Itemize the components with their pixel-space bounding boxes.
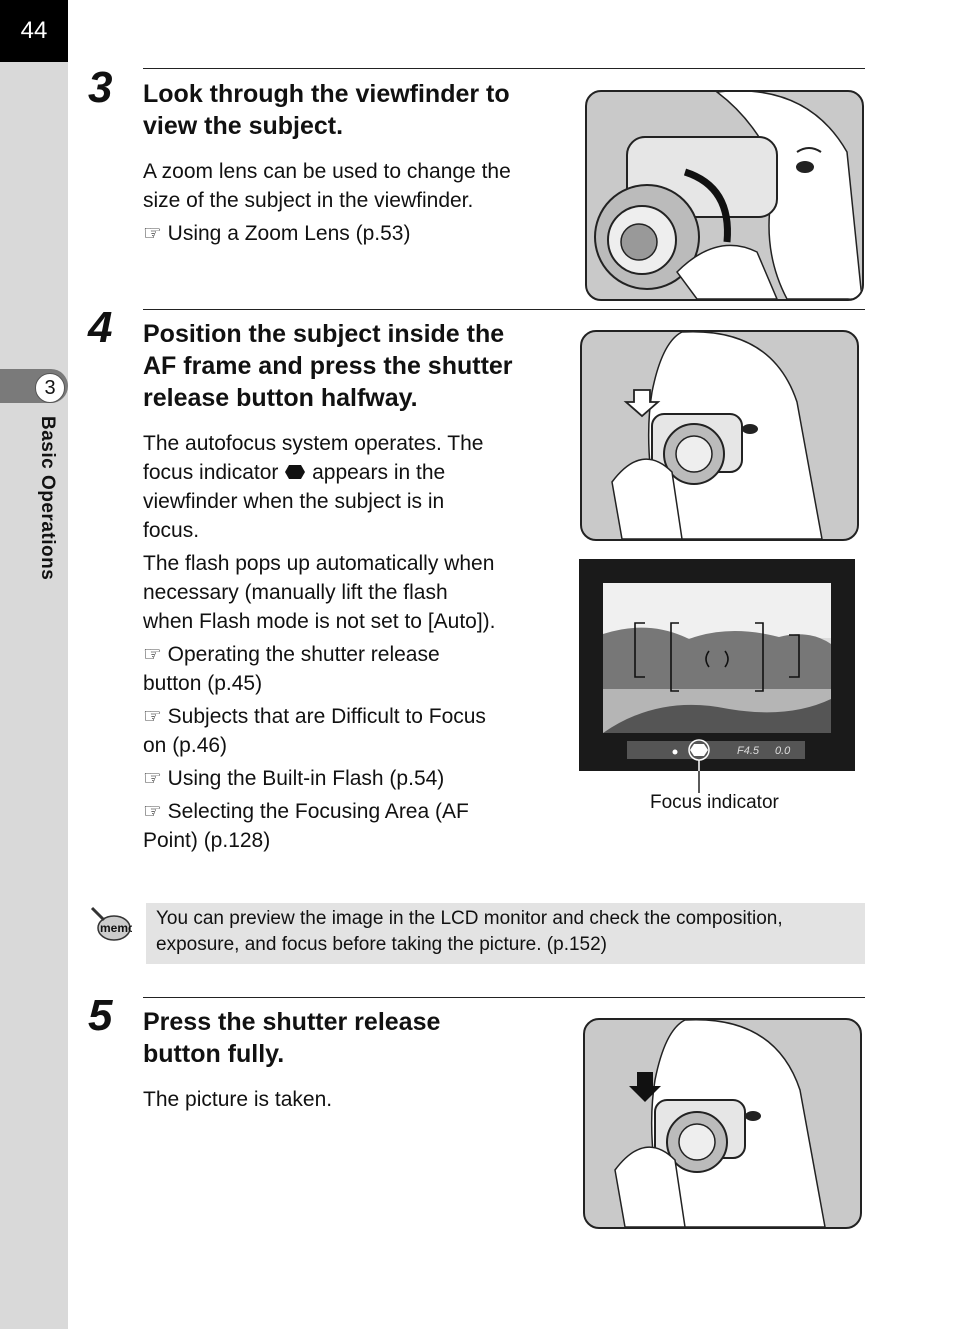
chapter-number: 3	[35, 373, 65, 403]
full-press-illustration	[583, 1018, 862, 1229]
reference-link[interactable]: ☞ Using a Zoom Lens (p.53)	[143, 222, 411, 245]
heading-line: AF frame and press the shutter	[143, 352, 513, 380]
step-4-number: 4	[88, 303, 113, 352]
heading-line: Press the shutter release	[143, 1008, 441, 1036]
half-press-illustration	[580, 330, 859, 541]
paragraph: A zoom lens can be used to change the size of the subject in the viewfinder.	[143, 160, 511, 212]
camera-user-icon	[587, 92, 862, 299]
memo-icon	[90, 906, 132, 942]
step-5-divider	[143, 997, 865, 998]
paragraph: The flash pops up automatically when necessary (manually lift the flash when Flash mode is not set to [Auto]).	[143, 552, 496, 633]
chapter-label: Basic Operations	[37, 416, 58, 581]
reference-link[interactable]: ☞ Using the Built-in Flash (p.54)	[143, 767, 445, 790]
pointing-hand-icon: ☞	[143, 800, 162, 823]
sidebar	[0, 0, 68, 1329]
half-press-camera-icon	[582, 332, 857, 539]
full-press-camera-icon	[585, 1020, 860, 1227]
memo-text: You can preview the image in the LCD monitor and check the composition, exposure, and focus before taking the picture. (p.152)	[156, 908, 783, 955]
viewfinder-illustration	[579, 559, 855, 771]
reference-link[interactable]: ☞ Operating the shutter release button (p.45)	[143, 643, 440, 695]
viewfinder-aperture-readout: F4.5	[737, 745, 760, 757]
viewfinder-scene-icon	[579, 559, 855, 771]
step-3-divider	[143, 68, 865, 69]
heading-line: Position the subject inside the	[143, 320, 505, 348]
paragraph: The autofocus system operates. The focus indicator appears in the viewfinder when the subject is in focus.	[143, 432, 484, 542]
step-5-number: 5	[88, 991, 113, 1040]
pointing-hand-icon: ☞	[143, 705, 162, 728]
step-5-heading	[143, 1006, 440, 1070]
step-3-number: 3	[88, 63, 113, 112]
paragraph: The picture is taken.	[143, 1088, 333, 1111]
memo-icon-label: memo	[100, 921, 132, 935]
reference-link[interactable]: ☞ Subjects that are Difficult to Focus on (p.46)	[143, 705, 486, 757]
heading-line: view the subject.	[143, 112, 344, 140]
pointing-hand-icon: ☞	[143, 767, 162, 790]
focus-indicator-caption: Focus indicator	[650, 792, 779, 813]
focus-indicator-icon	[284, 464, 306, 480]
focus-indicator-leader-line	[697, 771, 701, 793]
step-3-body	[143, 157, 511, 252]
heading-line: button fully.	[143, 1040, 285, 1068]
pointing-hand-icon: ☞	[143, 643, 162, 666]
page-number: 44	[0, 0, 68, 62]
step-3-heading	[143, 78, 510, 142]
pointing-hand-icon: ☞	[143, 222, 162, 245]
step-4-body	[143, 429, 543, 859]
step-4-heading	[143, 318, 513, 414]
step-5-body	[143, 1085, 332, 1118]
zoom-lens-illustration	[585, 90, 864, 301]
step-4-divider	[143, 309, 865, 310]
heading-line: Look through the viewfinder to	[143, 80, 510, 108]
viewfinder-ev-readout: 0.0	[775, 745, 791, 757]
reference-link[interactable]: ☞ Selecting the Focusing Area (AF Point) (p.128)	[143, 800, 469, 852]
memo-pencil-icon	[90, 906, 132, 942]
heading-line: release button halfway.	[143, 384, 418, 412]
